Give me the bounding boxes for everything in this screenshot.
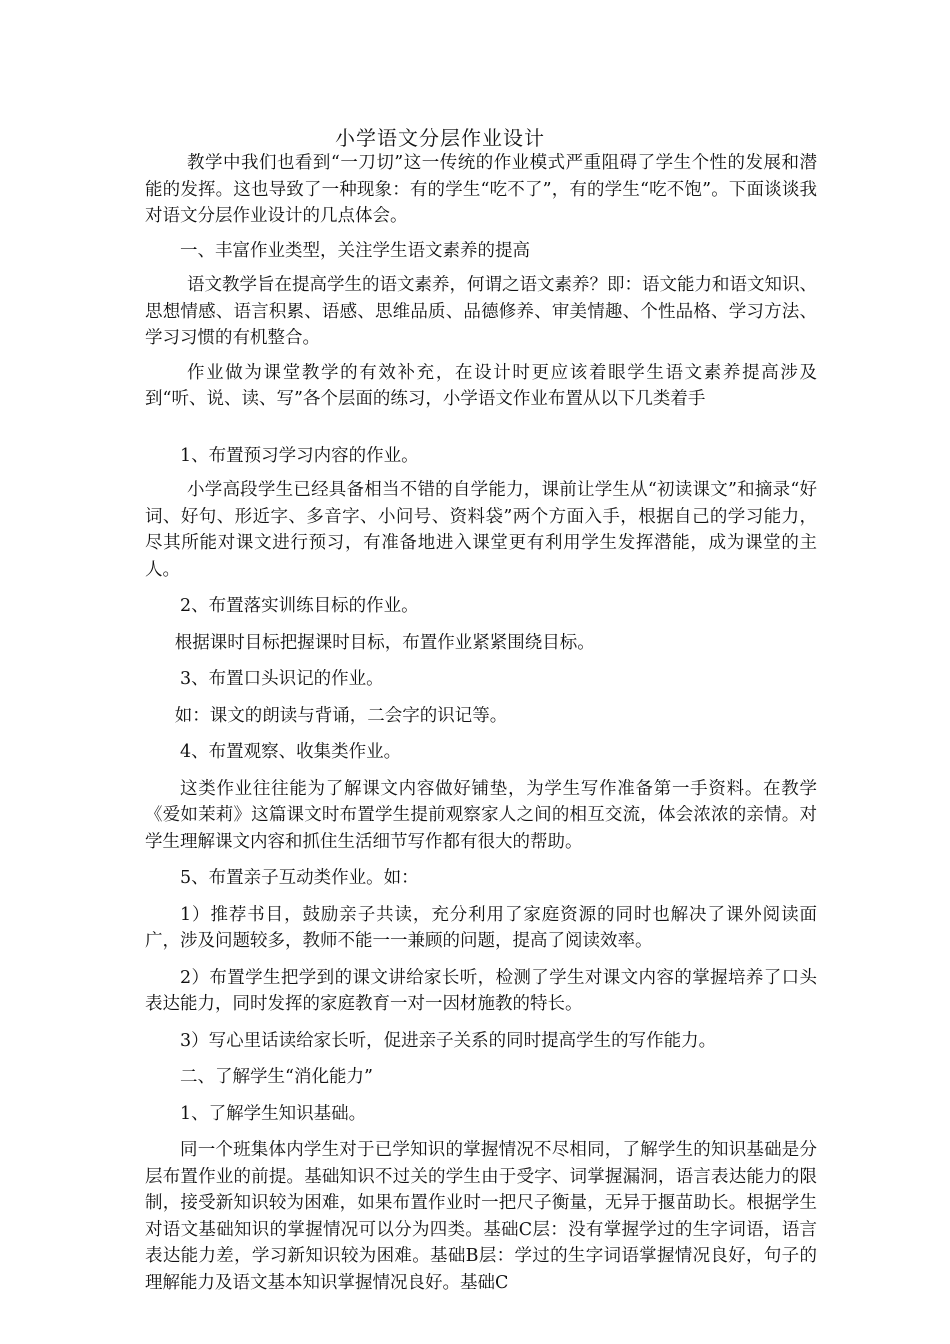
paragraph-observation: 这类作业往往能为了解课文内容做好铺垫，为学生写作准备第一手资料。在教学《爱如茉莉》这篇课文时布置学生提前观察家人之间的相互交流，体会浓浓的亲情。对学生理解课文内容和抓住生活细节写作都有很大的帮助。 — [145, 778, 817, 852]
paragraph-targets: 根据课时目标把握课时目标，布置作业紧紧围绕目标。 — [174, 632, 595, 653]
paragraph-oral: 如：课文的朗读与背诵，二会字的识记等。 — [174, 705, 508, 726]
paragraph-parent-3: 3）写心里话读给家长听，促进亲子关系的同时提高学生的写作能力。 — [180, 1030, 717, 1051]
section-heading-1: 一、丰富作业类型，关注学生语文素养的提高 — [180, 240, 530, 261]
item-heading-4: 4、布置观察、收集类作业。 — [180, 742, 402, 762]
item-heading-3: 3、布置口头识记的作业。 — [180, 669, 384, 689]
paragraph-literacy: 语文教学旨在提高学生的语文素养，何谓之语文素养？即：语文能力和语文知识、思想情感、语言积累、语感、思维品质、品德修养、审美情趣、个性品格、学习方法、学习习惯的有机整合。 — [145, 275, 817, 348]
item-heading-1: 1、布置预习学习内容的作业。 — [180, 445, 419, 466]
paragraph-knowledge-base: 同一个班集体内学生对于已学知识的掌握情况不尽相同，了解学生的知识基础是分层布置作业的前提。基础知识不过关的学生由于受字、词掌握漏洞，语言表达能力的限制，接受新知识较为困难，如果布置作业时一把尺子衡量，无异于揠苗助长。根据学生对语文基础知识的掌握情况可以分为四类。基础C层：没有掌握学过的生字词语，语言表达能力差，学习新知识较为困难。基础B层：学过的生字词语掌握情况良好，句子的理解能力及语文基本知识掌握情况良好。基础C — [145, 1140, 817, 1293]
paragraph-parent-2: 2）布置学生把学到的课文讲给家长听，检测了学生对课文内容的掌握培养了口头表达能力，同时发挥的家庭教育一对一因材施教的特长。 — [145, 967, 817, 1014]
item-heading-5: 5、布置亲子互动类作业。如： — [180, 868, 419, 888]
item-heading-2-1: 1、了解学生知识基础。 — [180, 1103, 367, 1124]
paragraph-preview: 小学高段学生已经具备相当不错的自学能力，课前让学生从“初读课文”和摘录“好词、好句、形近字、多音字、小问号、资料袋”两个方面入手，根据自己的学习能力，尽其所能对课文进行预习，有准备地进入课堂更有利用学生发挥潜能，成为课堂的主人。 — [145, 480, 817, 580]
item-heading-2: 2、布置落实训练目标的作业。 — [180, 596, 419, 616]
document-body — [145, 150, 817, 1296]
intro-paragraph: 教学中我们也看到“一刀切”这一传统的作业模式严重阻碍了学生个性的发展和潜能的发挥。这也导致了一种现象：有的学生“吃不了”，有的学生“吃不饱”。下面谈谈我对语文分层作业设计的几点体会。 — [145, 153, 817, 226]
paragraph-homework-supplement: 作业做为课堂教学的有效补充，在设计时更应该着眼学生语文素养提高涉及到“听、说、读、写”各个层面的练习，小学语文作业布置从以下几类着手 — [145, 362, 817, 409]
document-title: 小学语文分层作业设计 — [335, 126, 545, 150]
paragraph-parent-1: 1）推荐书目，鼓励亲子共读，充分利用了家庭资源的同时也解决了课外阅读面广，涉及问题较多，教师不能一一兼顾的问题，提高了阅读效率。 — [145, 904, 817, 951]
section-heading-2: 二、了解学生“消化能力” — [180, 1067, 373, 1087]
